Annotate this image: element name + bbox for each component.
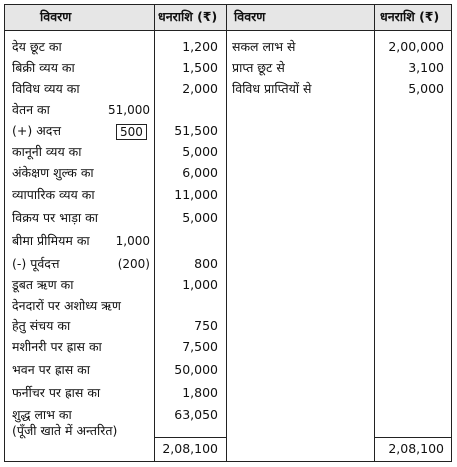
debit-sub-outstanding-salary: 500 bbox=[116, 124, 147, 140]
credit-label-sundry-receipts: विविध प्राप्तियों से bbox=[232, 81, 312, 96]
debit-amount-selling-expenses: 1,500 bbox=[182, 60, 218, 75]
header-left-particulars: विवरण bbox=[40, 9, 72, 24]
debit-label-discount-allowed: देय छूट का bbox=[12, 39, 62, 54]
table-left-border bbox=[4, 4, 5, 462]
debit-amount-depreciation-building: 50,000 bbox=[174, 362, 218, 377]
credit-total-rule bbox=[375, 437, 451, 438]
profit-loss-account-table bbox=[4, 4, 452, 462]
debit-sub-prepaid-insurance: (200) bbox=[117, 257, 150, 271]
header-left-amount: धनराशि (₹) bbox=[158, 9, 218, 24]
credit-total: 2,08,100 bbox=[388, 441, 444, 456]
debit-amount-audit-fees: 6,000 bbox=[182, 165, 218, 180]
debit-label-sundry-expenses: विविध व्यय का bbox=[12, 81, 80, 96]
header-right-particulars: विवरण bbox=[234, 9, 266, 24]
debit-label-net-profit: शुद्ध लाभ का bbox=[12, 407, 72, 422]
debit-label-transferred-to-capital: (पूँजी खाते में अन्तरित) bbox=[12, 423, 118, 438]
debit-label-bad-debts: डूबत ऋण का bbox=[12, 277, 74, 292]
debit-label-audit-fees: अंकेक्षण शुल्क का bbox=[12, 165, 94, 180]
debit-amount-bad-debts: 1,000 bbox=[182, 277, 218, 292]
debit-label-outstanding-salary: (+) अदत्त bbox=[12, 123, 62, 138]
credit-amount-sundry-receipts: 5,000 bbox=[408, 81, 444, 96]
header-right-amount: धनराशि (₹) bbox=[380, 9, 440, 24]
debit-amount-net-insurance: 800 bbox=[194, 256, 218, 271]
debit-label-prepaid-insurance: (-) पूर्वदत्त bbox=[12, 256, 60, 271]
credit-amount-discount-received: 3,100 bbox=[408, 60, 444, 75]
debit-total: 2,08,100 bbox=[162, 441, 218, 456]
debit-label-legal-expenses: कानूनी व्यय का bbox=[12, 144, 82, 159]
debit-amount-provision-doubtful-debts: 750 bbox=[194, 318, 218, 333]
debit-label-depreciation-machinery: मशीनरी पर ह्रास का bbox=[12, 339, 102, 354]
header-bg-left-particulars bbox=[4, 4, 154, 30]
debit-amount-depreciation-machinery: 7,500 bbox=[182, 339, 218, 354]
debit-amount-net-profit: 63,050 bbox=[174, 407, 218, 422]
debit-amount-depreciation-furniture: 1,800 bbox=[182, 385, 218, 400]
credit-label-discount-received: प्राप्त छूट से bbox=[232, 60, 285, 75]
debit-amount-net-salary: 51,500 bbox=[174, 123, 218, 138]
column-divider-2 bbox=[226, 4, 227, 462]
header-bottom-border bbox=[4, 30, 452, 31]
debit-amount-discount-allowed: 1,200 bbox=[182, 39, 218, 54]
debit-label-depreciation-furniture: फर्नीचर पर ह्रास का bbox=[12, 385, 101, 400]
debit-label-selling-expenses: बिक्री व्यय का bbox=[12, 60, 75, 75]
debit-amount-carriage-outward: 5,000 bbox=[182, 210, 218, 225]
debit-label-provision-doubtful-debts-line2: हेतु संचय का bbox=[12, 318, 71, 333]
debit-sub-salary: 51,000 bbox=[108, 103, 150, 117]
debit-label-trade-expenses: व्यापारिक व्यय का bbox=[12, 187, 95, 202]
debit-label-salary: वेतन का bbox=[12, 102, 50, 117]
table-bottom-border bbox=[4, 461, 452, 462]
debit-label-depreciation-building: भवन पर ह्रास का bbox=[12, 362, 90, 377]
credit-amount-gross-profit: 2,00,000 bbox=[388, 39, 444, 54]
debit-total-rule bbox=[155, 437, 226, 438]
table-top-border bbox=[4, 4, 452, 5]
debit-amount-legal-expenses: 5,000 bbox=[182, 144, 218, 159]
debit-amount-sundry-expenses: 2,000 bbox=[182, 81, 218, 96]
debit-sub-insurance-premium: 1,000 bbox=[115, 234, 150, 248]
debit-label-provision-doubtful-debts-line1: देनदारों पर अशोध्य ऋण bbox=[12, 298, 121, 313]
table-right-border bbox=[451, 4, 452, 462]
debit-label-carriage-outward: विक्रय पर भाड़ा का bbox=[12, 210, 98, 225]
credit-label-gross-profit: सकल लाभ से bbox=[232, 39, 296, 54]
debit-label-insurance-premium: बीमा प्रीमियम का bbox=[12, 233, 90, 248]
debit-amount-trade-expenses: 11,000 bbox=[174, 187, 218, 202]
